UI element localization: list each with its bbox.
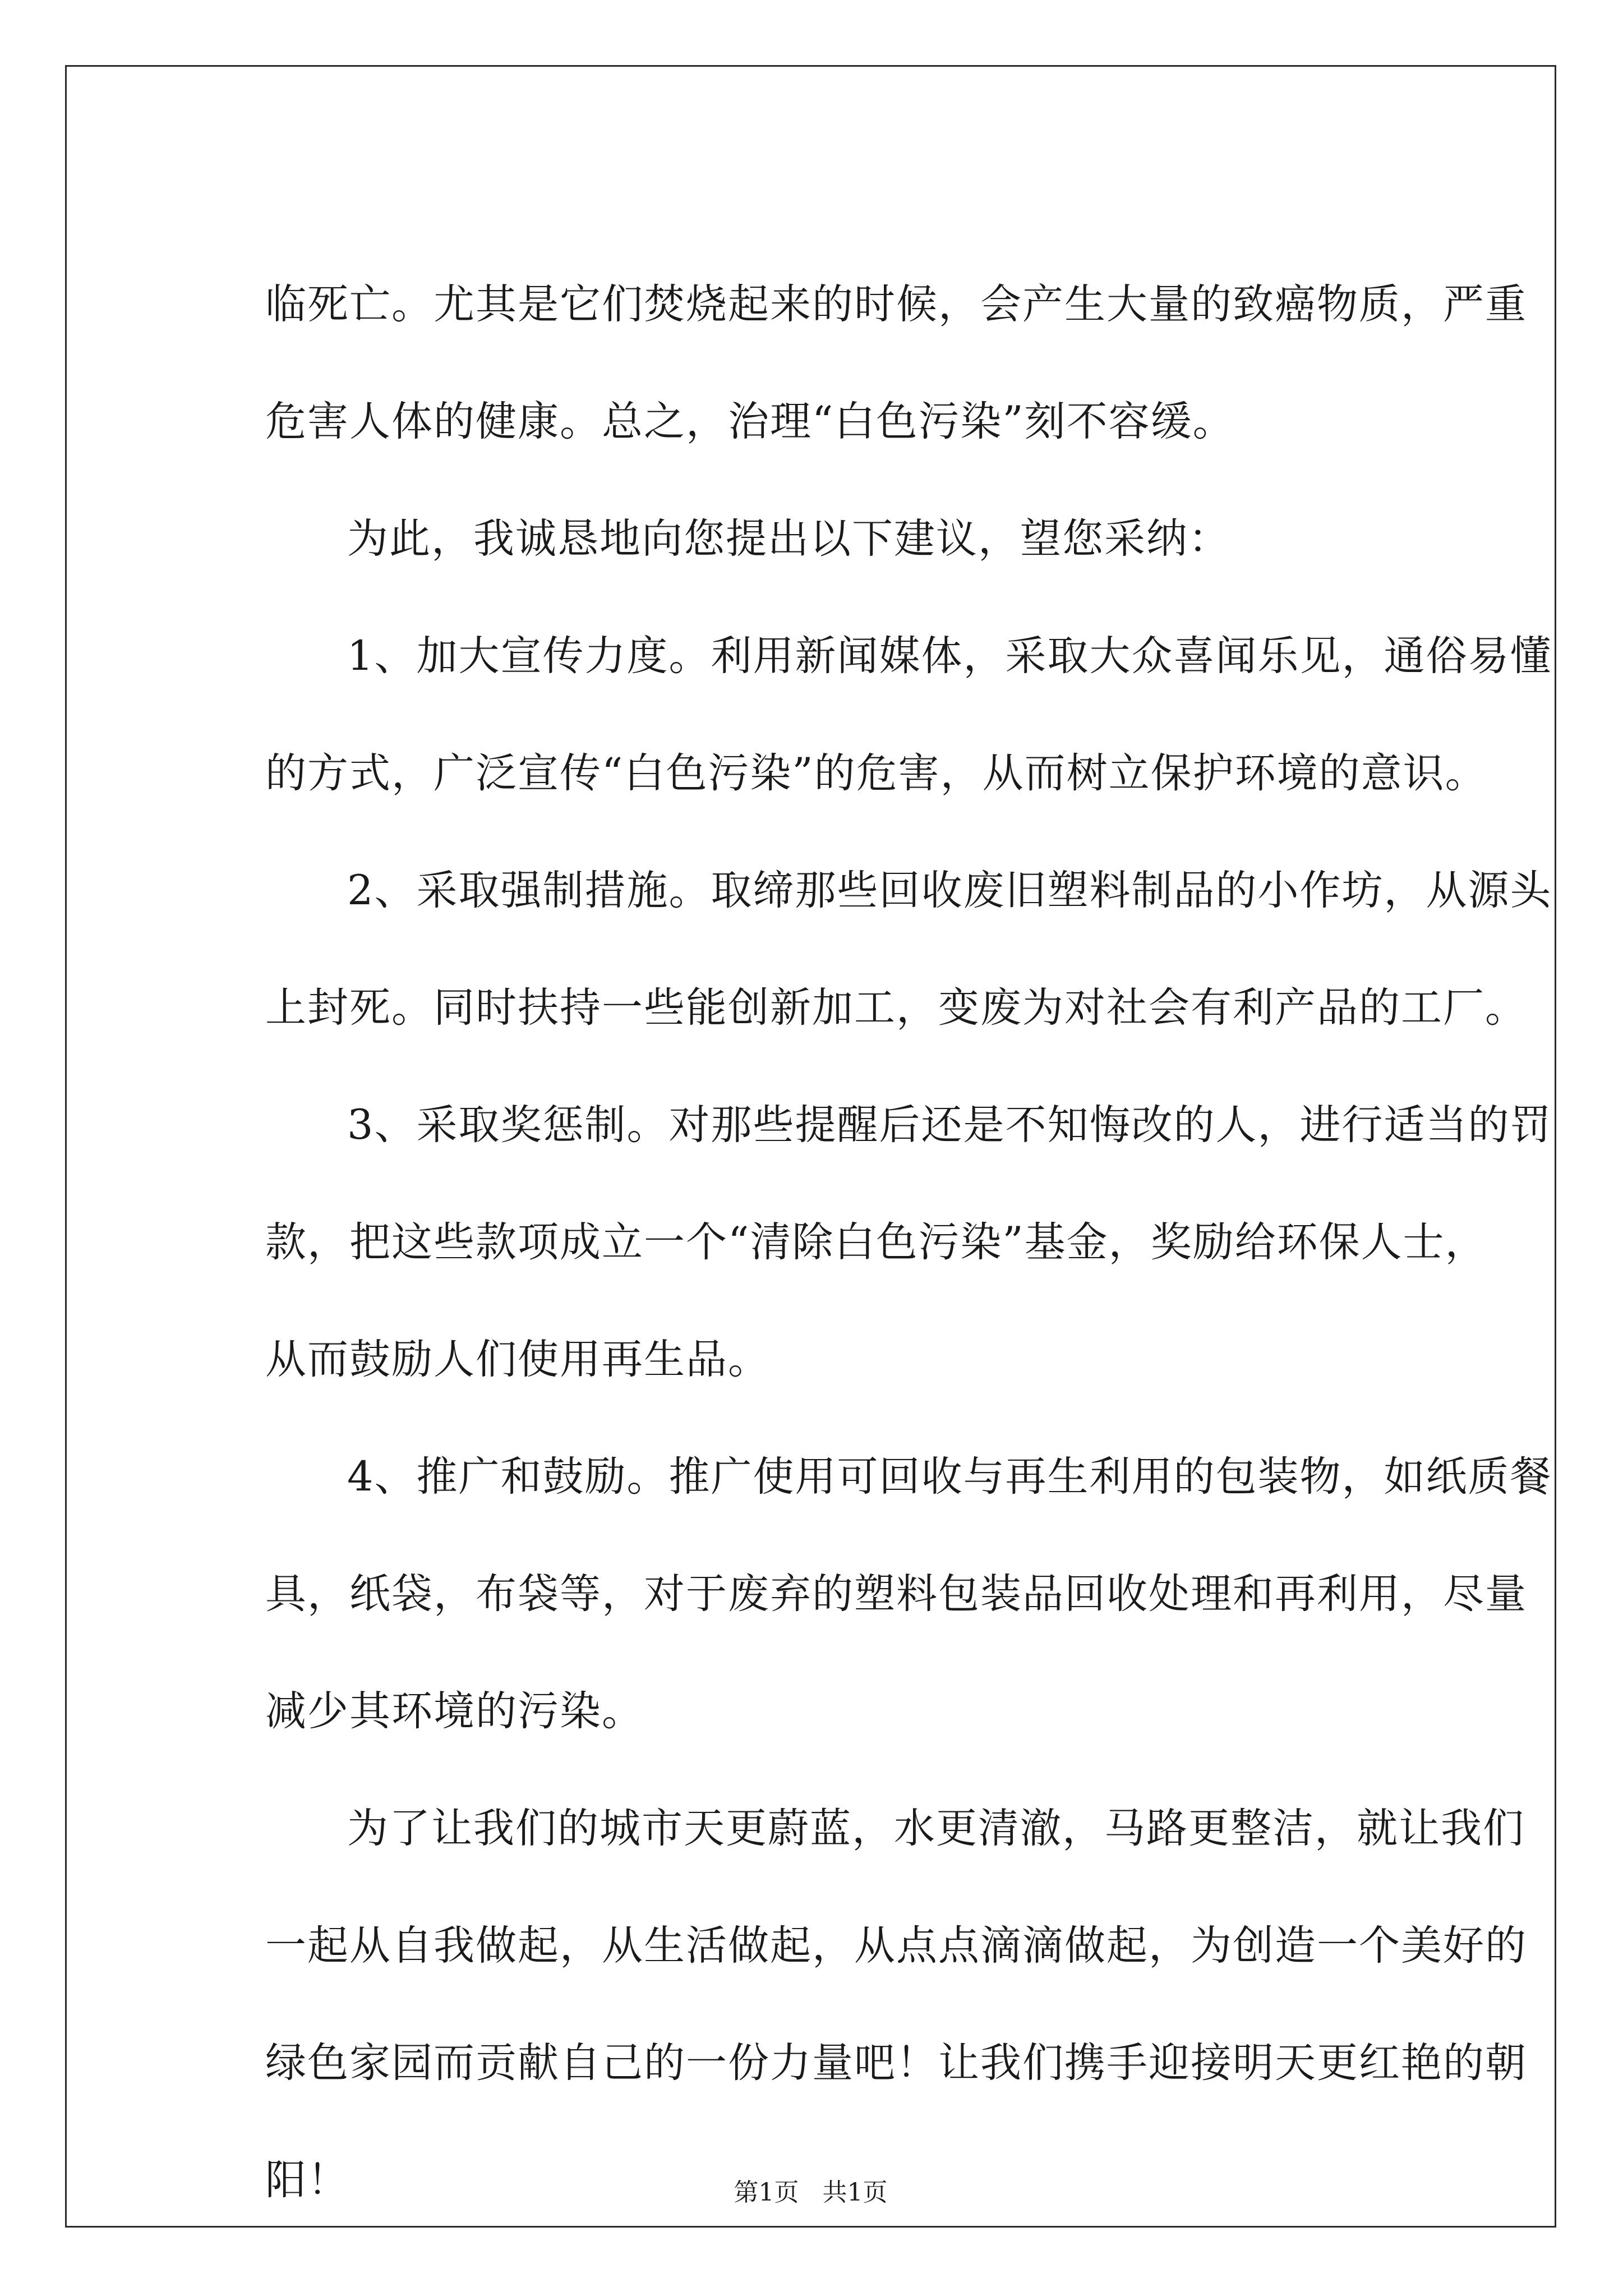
text-line: 为了让我们的城市天更蔚蓝，水更清澈，马路更整洁，就让我们 [347, 1805, 1525, 1852]
page-footer [67, 2176, 1555, 2210]
text-line: 从而鼓励人们使用再生品。 [265, 1336, 770, 1383]
text-line: 的方式，广泛宣传“白色污染”的危害，从而树立保护环境的意识。 [265, 749, 1487, 797]
text-line: 为此，我诚恳地向您提出以下建议，望您采纳： [347, 515, 1230, 563]
text-line: 减少其环境的污染。 [265, 1687, 644, 1735]
text-line: 绿色家园而贡献自己的一份力量吧！让我们携手迎接明天更红艳的朝 [265, 2039, 1527, 2087]
text-line: 3、采取奖惩制。对那些提醒后还是不知悔改的人，进行适当的罚 [347, 1101, 1552, 1149]
document-body [265, 277, 1552, 2270]
text-line: 阳！ [265, 2156, 349, 2204]
text-line: 临死亡。尤其是它们焚烧起来的时候，会产生大量的致癌物质，严重 [265, 280, 1527, 328]
page-border [65, 65, 1556, 2228]
text-line: 上封死。同时扶持一些能创新加工，变废为对社会有利产品的工厂。 [265, 984, 1527, 1032]
text-line: 4、推广和鼓励。推广使用可回收与再生利用的包装物，如纸质餐 [347, 1453, 1552, 1501]
page-count: 共1页 [822, 2178, 888, 2207]
text-line: 2、采取强制措施。取缔那些回收废旧塑料制品的小作坊，从源头 [347, 867, 1552, 914]
text-line: 1、加大宣传力度。利用新闻媒体，采取大众喜闻乐见，通俗易懂 [347, 632, 1552, 680]
text-line: 具，纸袋，布袋等，对于废弃的塑料包装品回收处理和再利用，尽量 [265, 1570, 1527, 1618]
text-line: 危害人体的健康。总之，治理“白色污染”刻不容缓。 [265, 398, 1235, 445]
page-number: 第1页 [734, 2178, 799, 2207]
text-line: 一起从自我做起，从生活做起，从点点滴滴做起，为创造一个美好的 [265, 1922, 1527, 1970]
text-line: 款，把这些款项成立一个“清除白色污染”基金，奖励给环保人士， [265, 1218, 1487, 1266]
